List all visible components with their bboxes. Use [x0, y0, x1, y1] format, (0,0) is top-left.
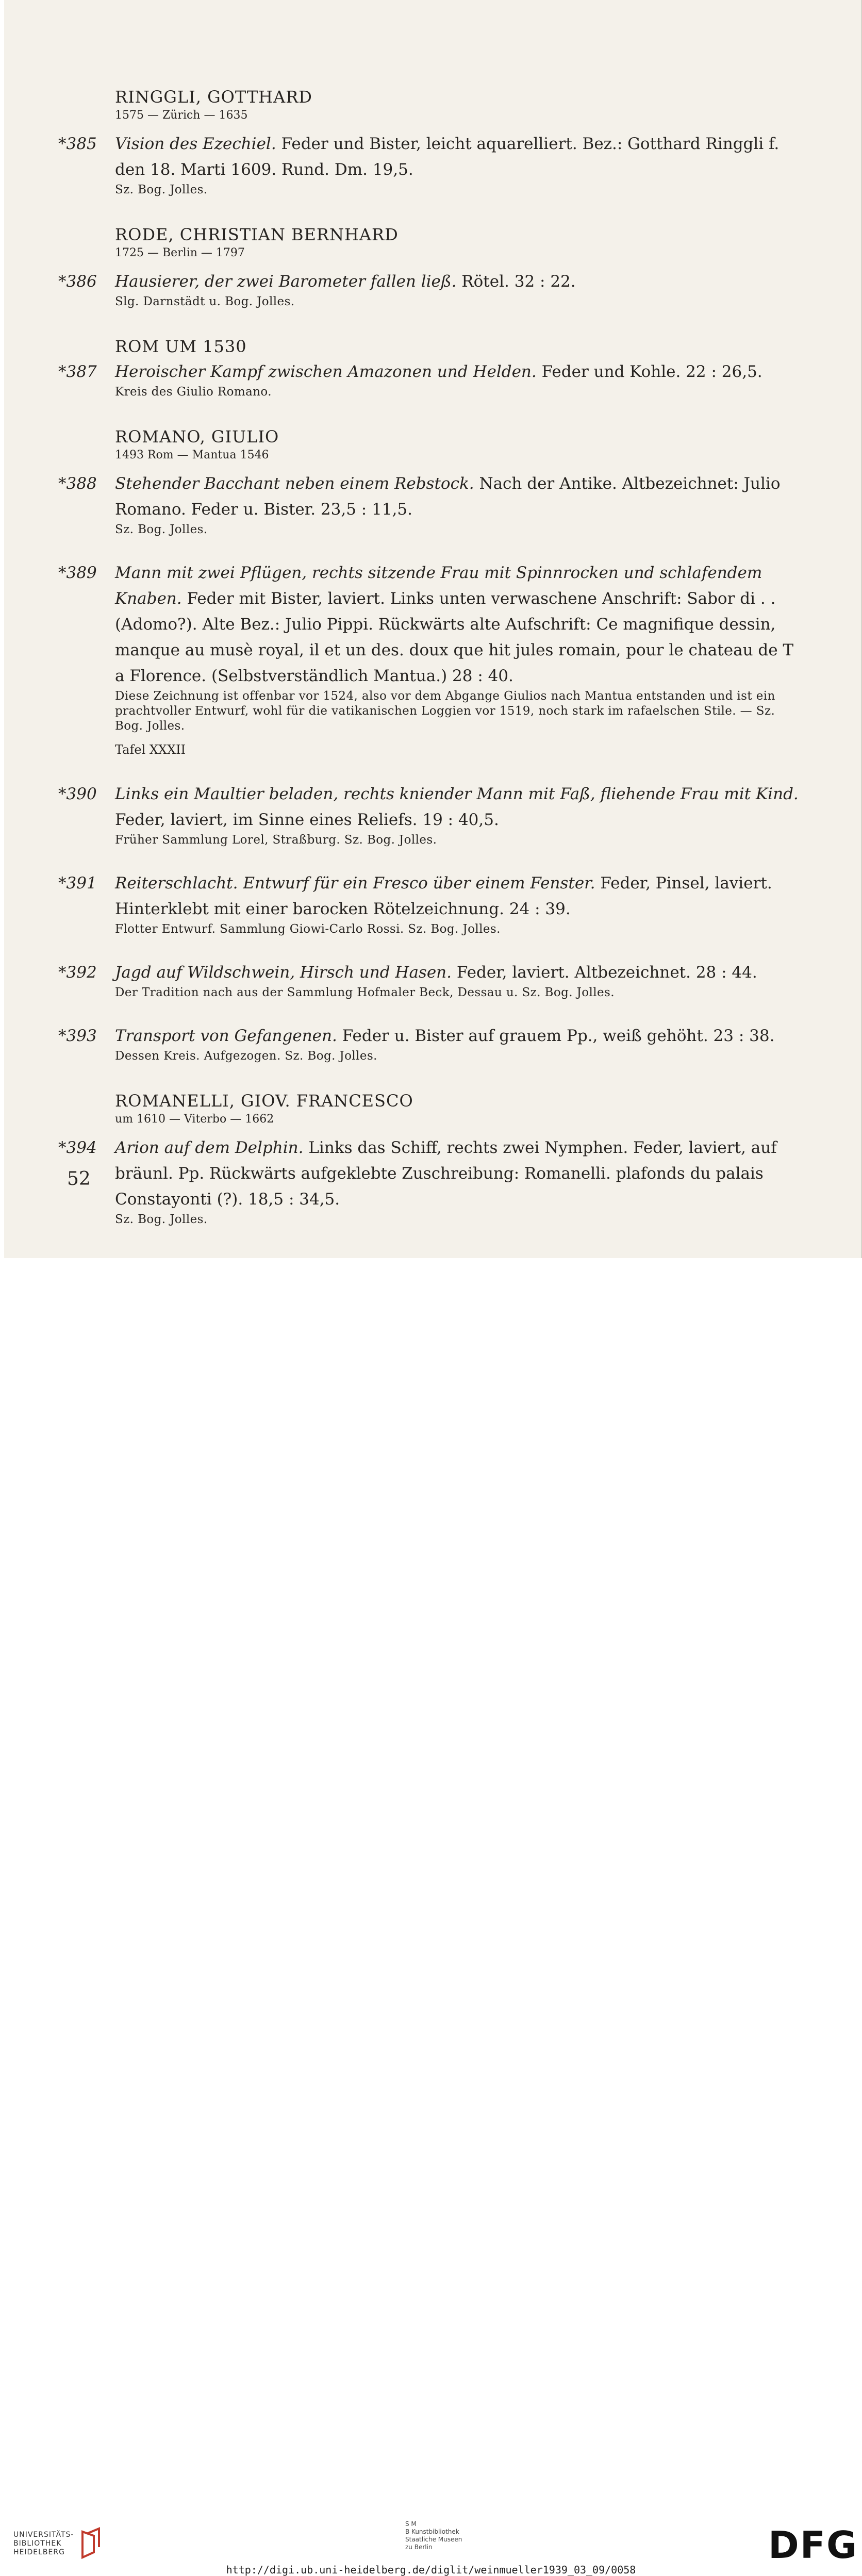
dfg-logo: DFG	[768, 2523, 858, 2567]
artist-heading	[115, 426, 801, 464]
entry-title: Reiterschlacht. Entwurf für ein Fresco über einem Fenster.	[115, 874, 595, 893]
entry-title: Links ein Maultier beladen, rechts kniender Mann mit Faß, fliehende Frau mit Kind.	[115, 785, 799, 803]
entry-number: *385	[58, 135, 97, 153]
entry-title: Vision des Ezechiel.	[115, 135, 276, 153]
entry-number: *389	[58, 564, 97, 582]
artist-dates: 1725 — Berlin — 1797	[115, 246, 245, 259]
entry-title: Mann mit zwei Pflügen, rechts sitzende Frau mit Spinnrocken und schlafendem Knaben.	[115, 564, 762, 608]
catalog-entry	[58, 359, 801, 400]
catalog-entry	[58, 131, 801, 197]
catalog-entry	[58, 1135, 801, 1227]
catalog-entry	[58, 471, 801, 537]
entry-note: Sz. Bog. Jolles.	[115, 523, 208, 536]
artist-heading	[115, 1091, 801, 1128]
scanned-page	[4, 0, 862, 1258]
entry-note: Flotter Entwurf. Sammlung Giowi-Carlo Rossi. Sz. Bog. Jolles.	[115, 922, 501, 936]
university-library-label: UNIVERSITÄTS- BIBLIOTHEK HEIDELBERG	[13, 2531, 74, 2556]
entry-note: Dessen Kreis. Aufgezogen. Sz. Bog. Jolles.	[115, 1049, 377, 1063]
plate-reference: Tafel XXXII	[115, 742, 186, 757]
entry-title: Stehender Bacchant neben einem Rebstock.	[115, 474, 474, 493]
entry-text: Links das Schiff, rechts zwei Nymphen. Feder, laviert, auf bräunl. Pp. Rückwärts aufgeklebte Zuschreibung: Romanelli. plafonds du palais Constayonti (?). 18,5 : 34,5.	[115, 1138, 777, 1209]
entry-title: Hausierer, der zwei Barometer fallen ließ.	[115, 272, 457, 291]
entry-text: Feder mit Bister, laviert. Links unten verwaschene Anschrift: Sabor di . . (Adomo?). Alte Bez.: Julio Pippi. Rückwärts alte Aufschrift: Ce magnifique dessin, manque au musè royal, il et un des. doux que hit jules romain, pour le chateau de T a Florence. (Selbstverständlich Mantua.) 28 : 40.	[115, 589, 794, 685]
entry-note: Früher Sammlung Lorel, Straßburg. Sz. Bog. Jolles.	[115, 833, 437, 847]
catalog-entry	[58, 269, 801, 309]
viewer-footer	[0, 1258, 862, 2576]
artist-name: ROMANELLI, GIOV. FRANCESCO	[115, 1091, 413, 1111]
catalog-entry	[58, 960, 801, 1000]
artist-dates: 1575 — Zürich — 1635	[115, 109, 248, 122]
entry-number: *390	[58, 785, 97, 803]
entry-text: Feder und Kohle. 22 : 26,5.	[541, 362, 762, 381]
artist-dates: 1493 Rom — Mantua 1546	[115, 449, 269, 461]
artist-name: ROM UM 1530	[115, 337, 247, 356]
artist-heading	[115, 87, 801, 124]
catalog-content	[58, 87, 801, 1235]
entry-title: Heroischer Kampf zwischen Amazonen und Helden.	[115, 362, 537, 381]
artist-dates: um 1610 — Viterbo — 1662	[115, 1113, 274, 1126]
entry-number: *388	[58, 474, 97, 493]
artist-name: RODE, CHRISTIAN BERNHARD	[115, 225, 399, 244]
entry-note: Diese Zeichnung ist offenbar vor 1524, also vor dem Abgange Giulios nach Mantua entstanden und ist ein prachtvoller Entwurf, wohl für die vatikanischen Loggien vor 1519, noch stark im rafaelschen Stile. — Sz. Bog. Jolles.	[115, 689, 775, 733]
artist-heading	[115, 336, 801, 357]
artist-name: ROMANO, GIULIO	[115, 427, 279, 447]
entry-title: Transport von Gefangenen.	[115, 1027, 337, 1045]
entry-note: Sz. Bog. Jolles.	[115, 1213, 208, 1226]
permalink-url[interactable]: http://digi.ub.uni-heidelberg.de/diglit/weinmueller1939_03_09/0058	[226, 2564, 636, 2576]
entry-title: Arion auf dem Delphin.	[115, 1138, 304, 1157]
university-logo-icon	[78, 2527, 104, 2563]
entry-note: Kreis des Giulio Romano.	[115, 385, 272, 399]
museum-label: S M B Kunstbibliothek Staatliche Museen zu Berlin	[405, 2520, 462, 2551]
catalog-entry	[58, 560, 801, 758]
entry-text: Nach der Antike. Altbezeichnet: Julio Romano. Feder u. Bister. 23,5 : 11,5.	[115, 474, 781, 519]
entry-text: Feder, laviert, im Sinne eines Reliefs. 19 : 40,5.	[115, 811, 499, 829]
entry-number: *387	[58, 362, 97, 381]
entry-note: Sz. Bog. Jolles.	[115, 183, 208, 196]
entry-number: *391	[58, 874, 97, 893]
page-number: 52	[67, 1168, 91, 1190]
entry-text: Feder, laviert. Altbezeichnet. 28 : 44.	[456, 963, 757, 982]
catalog-entry	[58, 870, 801, 937]
entry-text: Feder und Bister, leicht aquarelliert. Bez.: Gotthard Ringgli f. den 18. Marti 1609. Rund. Dm. 19,5.	[115, 135, 780, 179]
entry-note: Der Tradition nach aus der Sammlung Hofmaler Beck, Dessau u. Sz. Bog. Jolles.	[115, 986, 615, 999]
entry-number: *393	[58, 1027, 97, 1045]
entry-title: Jagd auf Wildschwein, Hirsch und Hasen.	[115, 963, 452, 982]
entry-text: Rötel. 32 : 22.	[461, 272, 576, 291]
entry-number: *386	[58, 272, 97, 291]
entry-text: Feder, Pinsel, laviert. Hinterklebt mit einer barocken Rötelzeichnung. 24 : 39.	[115, 874, 772, 918]
artist-heading	[115, 224, 801, 261]
entry-text: Feder u. Bister auf grauem Pp., weiß gehöht. 23 : 38.	[342, 1027, 775, 1045]
entry-note: Slg. Darnstädt u. Bog. Jolles.	[115, 295, 295, 308]
catalog-entry	[58, 1023, 801, 1064]
entry-number: *392	[58, 963, 97, 982]
catalog-entry	[58, 781, 801, 848]
artist-name: RINGGLI, GOTTHARD	[115, 87, 312, 107]
entry-number: *394	[58, 1138, 97, 1157]
